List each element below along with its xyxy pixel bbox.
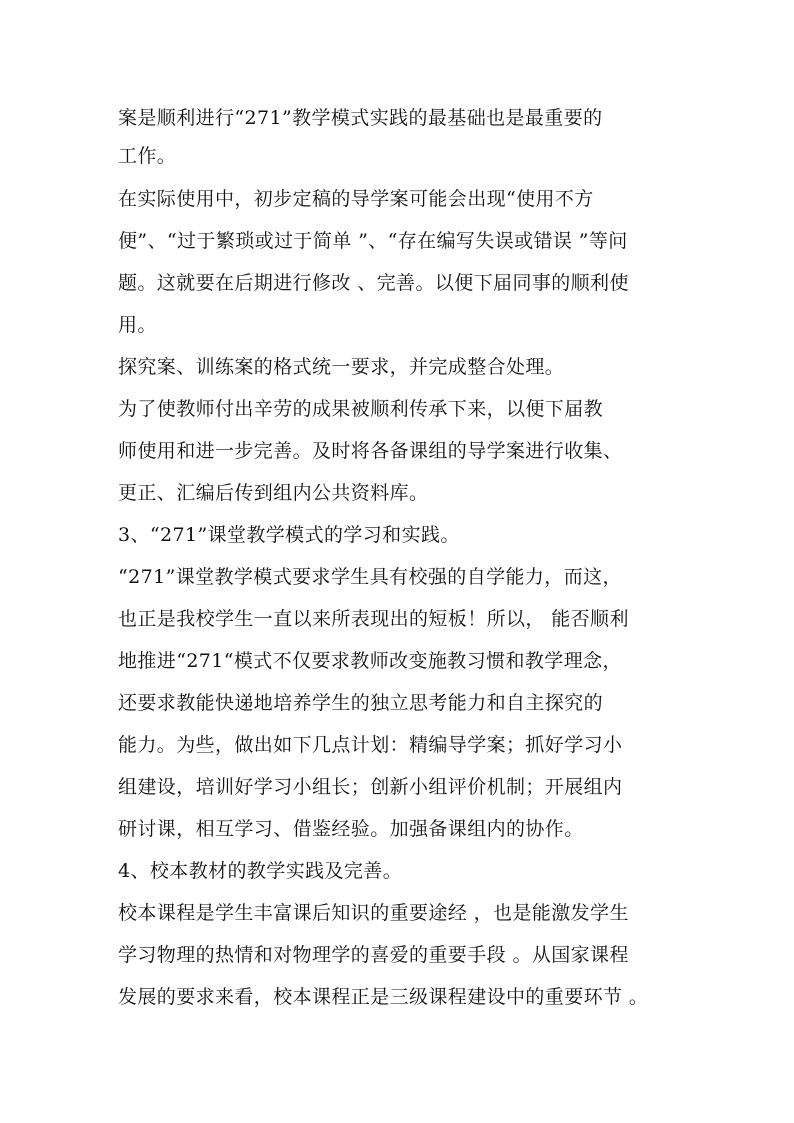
text-line: 更正、汇编后传到组内公共资料库。 bbox=[118, 482, 429, 504]
text-line: 3、“271”课堂教学模式的学习和实践。 bbox=[118, 524, 460, 546]
text-line: 4、校本教材的教学实践及完善。 bbox=[118, 860, 403, 882]
text-line: 题。这就要在后期进行修改 、完善。以便下届同事的顺利使 bbox=[118, 272, 629, 294]
text-line: 发展的要求来看，校本课程正是三级课程建设中的重要环节 。 bbox=[118, 986, 649, 1008]
text-line: 地推进“271“模式不仅要求教师改变施教习惯和教学理念， bbox=[118, 650, 622, 672]
text-line: 还要求教能快递地培养学生的独立思考能力和自主探究的 bbox=[118, 692, 604, 714]
text-line: 便”、“过于繁琐或过于简单 ”、“存在编写失误或错误 ”等问 bbox=[118, 230, 628, 252]
text-line: 探究案、训练案的格式统一要求，并完成整合处理。 bbox=[118, 356, 565, 378]
text-line: 为了使教师付出辛劳的成果被顺利传承下来，以便下届教 bbox=[118, 398, 604, 420]
text-line: 案是顺利进行“271”教学模式实践的最基础也是最重要的 bbox=[118, 107, 603, 129]
text-line: 学习物理的热情和对物理学的喜爱的重要手段 。从国家课程 bbox=[118, 944, 629, 966]
text-line: 工作。 bbox=[118, 145, 177, 167]
text-line: 用。 bbox=[118, 314, 157, 336]
text-line: 组建设，培训好学习小组长；创新小组评价机制；开展组内 bbox=[118, 776, 623, 798]
text-line: 能力。为些，做出如下几点计划：精编导学案；抓好学习小 bbox=[118, 734, 623, 756]
text-line: 也正是我校学生一直以来所表现出的短板！所以， 能否顺利 bbox=[118, 608, 629, 630]
text-line: 在实际使用中，初步定稿的导学案可能会出现“使用不方 bbox=[118, 188, 594, 210]
text-line: “271”课堂教学模式要求学生具有校强的自学能力，而这， bbox=[118, 566, 622, 588]
text-line: 研讨课，相互学习、借鉴经验。加强备课组内的协作。 bbox=[118, 818, 584, 840]
text-line: 校本课程是学生丰富课后知识的重要途经 ，也是能激发学生 bbox=[118, 902, 629, 924]
text-line: 师使用和进一步完善。及时将各备课组的导学案进行收集、 bbox=[118, 440, 623, 462]
